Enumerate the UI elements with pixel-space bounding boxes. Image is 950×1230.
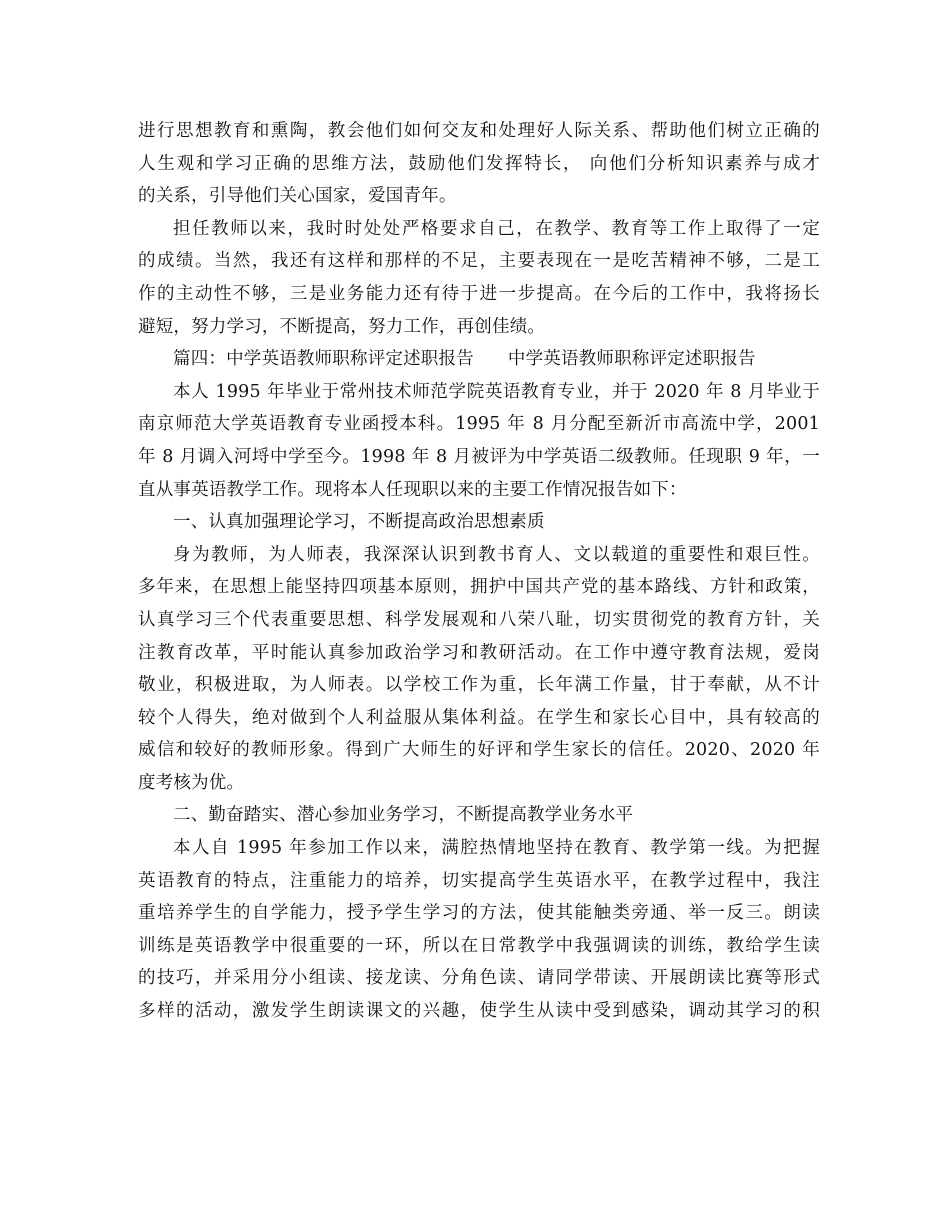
text-line: 训练是英语教学中很重要的一环，所以在日常教学中我强调读的训练，教给学生读 — [138, 935, 820, 956]
text-line: 身为教师，为人师表，我深深认识到教书育人、文以载道的重要性和艰巨性。 — [173, 544, 820, 565]
section-title: 二、勤奋踏实、潜心参加业务学习，不断提高教学业务水平 — [173, 805, 634, 826]
text-line: 的关系，引导他们关心国家，爱国青年。 — [138, 186, 457, 207]
section-heading-part1: 篇四：中学英语教师职称评定述职报告 — [173, 349, 474, 370]
text-line: 本人 1995 年毕业于常州技术师范学院英语教育专业，并于 2020 年 8 月毕业于 — [173, 381, 820, 402]
text-line: 认真学习三个代表重要思想、科学发展观和八荣八耻，切实贯彻党的教育方针，关 — [138, 609, 820, 630]
text-line: 担任教师以来，我时时处处严格要求自己，在教学、教育等工作上取得了一定 — [173, 218, 820, 239]
section-heading-line — [138, 343, 820, 376]
text-line: 多年来，在思想上能坚持四项基本原则，拥护中国共产党的基本路线、方针和政策， — [138, 577, 820, 598]
text-line: 的成绩。当然，我还有这样和那样的不足，主要表现在一是吃苦精神不够，二是工 — [138, 251, 820, 272]
text-line: 本人自 1995 年参加工作以来，满腔热情地坚持在教育、教学第一线。为把握 — [173, 838, 820, 859]
text-line: 多样的活动，激发学生朗读课文的兴趣，使学生从读中受到感染，调动其学习的积 — [138, 1001, 820, 1022]
text-line: 度考核为优。 — [138, 772, 245, 793]
document-body — [138, 115, 820, 1028]
text-line: 作的主动性不够，三是业务能力还有待于进一步提高。在今后的工作中，我将扬长 — [138, 283, 820, 304]
text-line: 进行思想教育和熏陶，教会他们如何交友和处理好人际关系、帮助他们树立正确的 — [138, 121, 820, 141]
text-line: 的技巧，并采用分小组读、接龙读、分角色读、请同学带读、开展朗读比赛等形式 — [138, 968, 820, 989]
section-title: 一、认真加强理论学习，不断提高政治思想素质 — [173, 512, 545, 533]
text-line: 避短，努力学习，不断提高，努力工作，再创佳绩。 — [138, 316, 546, 337]
text-line: 直从事英语教学工作。现将本人任现职以来的主要工作情况报告如下： — [138, 479, 687, 500]
text-line: 注教育改革，平时能认真参加政治学习和教研活动。在工作中遵守教育法规，爱岗 — [138, 642, 820, 663]
text-line: 重培养学生的自学能力，授予学生学习的方法，使其能触类旁通、举一反三。朗读 — [138, 903, 820, 924]
text-line: 敬业，积极进取，为人师表。以学校工作为重，长年满工作量，甘于奉献，从不计 — [138, 675, 820, 696]
text-line: 南京师范大学英语教育专业函授本科。1995 年 8 月分配至新沂市高流中学，2001 — [138, 414, 820, 435]
text-line: 年 8 月调入河埒中学至今。1998 年 8 月被评为中学英语二级教师。任现职 9 年，一 — [138, 446, 820, 467]
text-line: 人生观和学习正确的思维方法，鼓励他们发挥特长， 向他们分析知识素养与成才 — [138, 153, 820, 174]
section-heading-part2: 中学英语教师职称评定述职报告 — [507, 349, 756, 370]
text-line: 较个人得失，绝对做到个人利益服从集体利益。在学生和家长心目中，具有较高的 — [138, 707, 820, 728]
text-line: 英语教育的特点，注重能力的培养，切实提高学生英语水平，在教学过程中，我注 — [138, 870, 820, 891]
text-line: 威信和较好的教师形象。得到广大师生的好评和学生家长的信任。2020、2020 年 — [138, 740, 820, 761]
